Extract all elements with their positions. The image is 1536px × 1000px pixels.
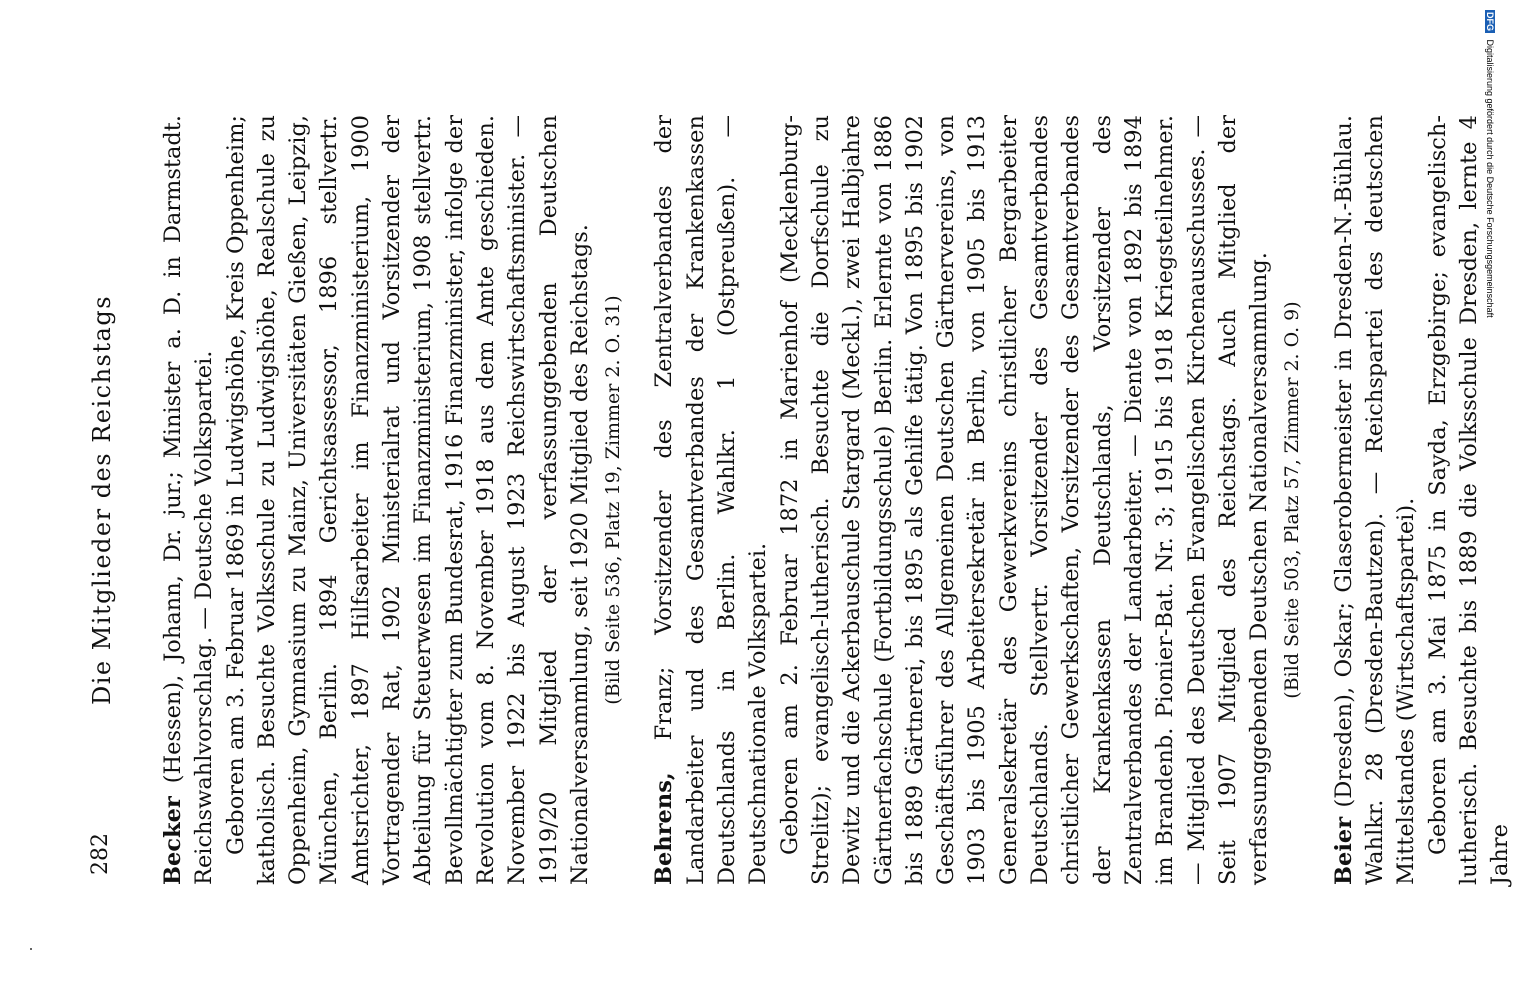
entry-intro: (Hessen), Johann, Dr. jur.; Minister a. D. in Darmstadt. Reichswahlvorschlag. — Deutsche Volkspartei.	[160, 115, 218, 885]
entry-body: Geboren am 3. Februar 1869 in Ludwigshöhe, Kreis Oppenheim; katholisch. Besuchte Volksschule zu Ludwigshöhe, Realschule zu Oppenheim, Gymnasium zu Mainz, Universitäten Gießen, Leipzig, München, Berlin. 1894 Gerichtsassessor, 1896 stellvertr. Amtsrichter, 1897 Hilfsarbeiter im Finanzministerium, 1900 Vortragender Rat, 1902 Ministerialrat und Vorsitzender der Abteilung für Steuerwesen im Finanzministerium, 1908 stellvertr. Bevollmächtigter zum Bundesrat, 1916 Finanzminister, infolge der Revolution vom 8. November 1918 aus dem Amte geschieden. November 1922 bis August 1923 Reichswirtschaftsminister. — 1919/20 Mitglied der verfassunggebenden Deutschen Nationalversammlung, seit 1920 Mitglied des Reichstags.	[222, 115, 593, 885]
entry-body: Geboren am 2. Februar 1872 in Marienhof (Mecklenburg-Strelitz); evangelisch-lutherisch. Besuchte die Dorfschule zu Dewitz und die Ackerbauschule Stargard (Meckl.), zwei Halbjahre Gärtnerfachschule (Fortbildungsschule) Berlin. Erlernte von 1886 bis 1889 Gärtnerei, bis 1895 als Gehilfe tätig. Von 1895 bis 1902 Geschäftsführer des Allgemeinen Deutschen Gärtnervereins, von 1903 bis 1905 Arbeitersekretär in Berlin, von 1905 bis 1913 Generalsekretär des Gewerkvereins christlicher Bergarbeiter Deutschlands. Stellvertr. Vorsitzender des Gesamtverbandes christlicher Gewerkschaften, Vorsitzender des Gesamtverbandes der Krankenkassen Deutschlands, Vorsitzender des Zentralverbandes der Landarbeiter. — Diente von 1892 bis 1894 im Brandenb. Pionier-Bat. Nr. 3; 1915 bis 1918 Kriegsteilnehmer. — Mitglied des Deutschen Evangelischen Kirchenausschusses. — Seit 1907 Mitglied des Reichstags. Auch Mitglied der verfassunggebenden Deutschen Nationalversammlung.	[776, 115, 1273, 885]
picture-reference: (Bild Seite 503, Platz 57, Zimmer 2. O. 9)	[1281, 301, 1304, 699]
entries-column	[158, 115, 1536, 885]
digitization-credit: Digitalisierung gefördert durch die Deutsche Forschungsgemeinschaft	[1485, 39, 1495, 318]
scan-speck	[30, 948, 32, 950]
entry-name: Becker	[160, 796, 186, 885]
digitization-note	[1485, 10, 1505, 990]
entry-name: Behrens,	[651, 772, 678, 885]
entry-intro: Franz; Vorsitzender des Zentralverbandes der Landarbeiter und des Gesamtverbandes der Krankenkassen Deutschlands in Berlin. Wahlkr. 1 (Ostpreußen). — Deutschnationale Volkspartei.	[651, 115, 772, 885]
dfg-logo: DFG	[1485, 12, 1495, 31]
running-title: Die Mitglieder des Reichstags	[88, 294, 116, 706]
entry-body: Geboren am 3. Mai 1875 in Sayda, Erzgebirge; evangelisch-lutherisch. Besuchte bis 1889 die Volksschule Dresden, lernte 4 Jahre	[1424, 115, 1514, 885]
picture-reference: (Bild Seite 536, Platz 19, Zimmer 2. O. 31)	[602, 295, 625, 705]
entry-name: Beier	[1330, 816, 1357, 885]
biography-entry	[649, 115, 1308, 885]
biography-entry	[158, 115, 629, 885]
page-header	[88, 125, 128, 875]
page-number: 282	[88, 833, 113, 875]
entry-intro: (Dresden), Oskar; Glaserobermeister in Dresden-N.-Bühlau. Wahlkr. 28 (Dresden-Bautzen). — Reichspartei des deutschen Mittelstandes (Wirtschaftspartei).	[1330, 115, 1420, 885]
